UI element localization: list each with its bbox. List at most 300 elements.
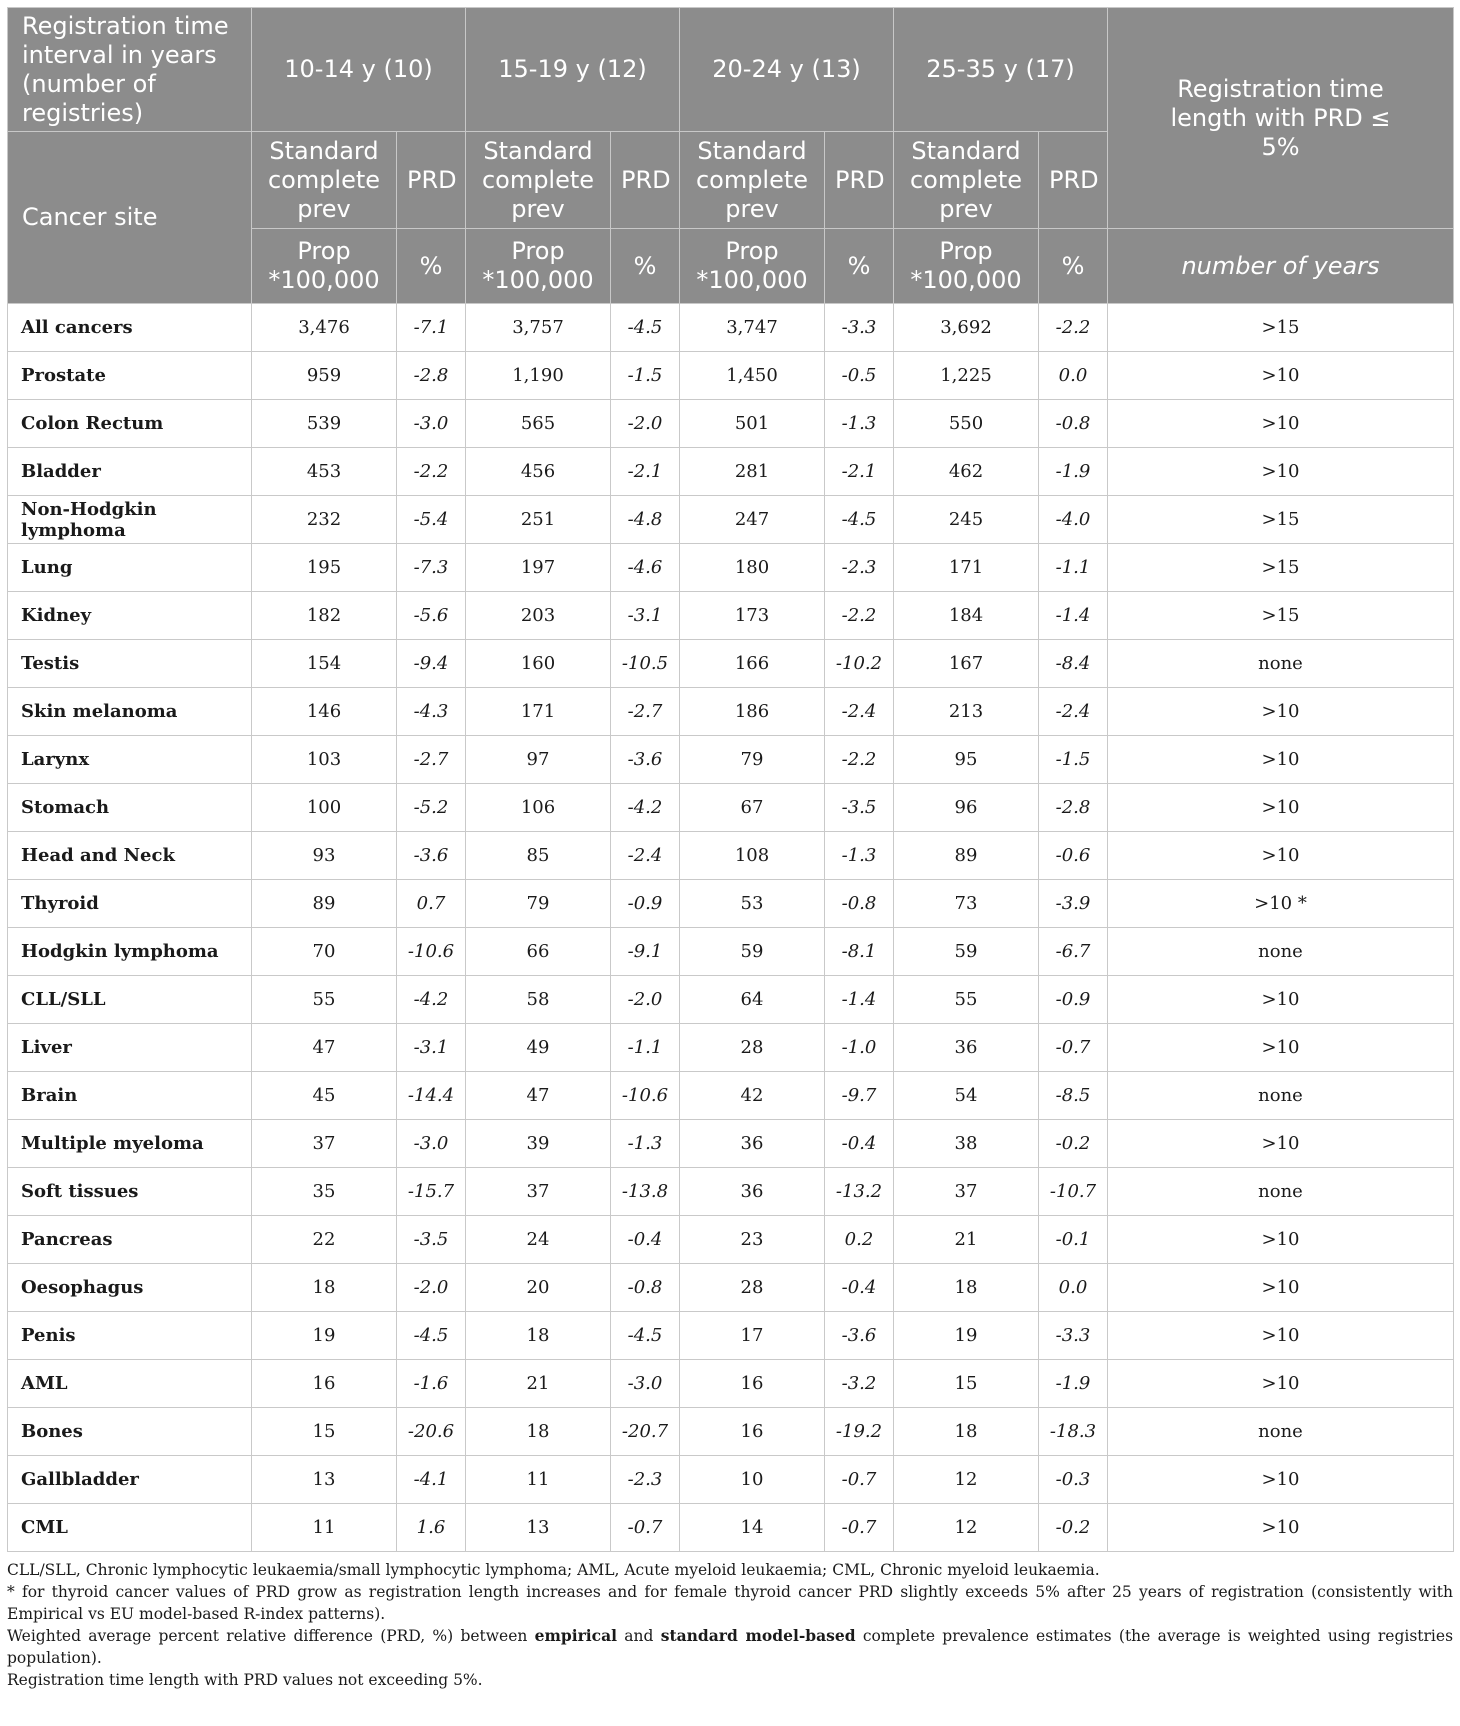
table-row [8, 688, 1454, 736]
prd-cell: -3.3 [1039, 1312, 1108, 1360]
prevalence-cell: 565 [466, 400, 611, 448]
prevalence-cell: 462 [894, 448, 1039, 496]
prevalence-cell: 203 [466, 592, 611, 640]
prd-cell: -3.6 [611, 736, 680, 784]
prd-cell: -1.1 [1039, 544, 1108, 592]
table-row [8, 352, 1454, 400]
prevalence-cell: 16 [680, 1360, 825, 1408]
prd-cell: -4.3 [397, 688, 466, 736]
prd-cell: -3.1 [611, 592, 680, 640]
years-cell: >10 [1108, 736, 1454, 784]
prd-cell: -1.3 [611, 1120, 680, 1168]
prevalence-cell: 16 [252, 1360, 397, 1408]
prd-cell: -2.1 [611, 448, 680, 496]
prd-cell: -5.6 [397, 592, 466, 640]
prd-cell: -2.4 [825, 688, 894, 736]
prd-cell: -2.3 [611, 1456, 680, 1504]
sub-header-prd: PRD [1039, 132, 1108, 229]
unit-prop: Prop *100,000 [252, 229, 397, 304]
prevalence-cell: 108 [680, 832, 825, 880]
prevalence-cell: 66 [466, 928, 611, 976]
prevalence-cell: 3,747 [680, 304, 825, 352]
prevalence-cell: 37 [894, 1168, 1039, 1216]
sub-header-standard: Standard complete prev [466, 132, 611, 229]
prevalence-cell: 73 [894, 880, 1039, 928]
prevalence-cell: 96 [894, 784, 1039, 832]
registration-length-note: Registration time length with PRD values not exceeding 5%. [7, 1671, 483, 1689]
prevalence-cell: 18 [466, 1408, 611, 1456]
prd-cell: -4.6 [611, 544, 680, 592]
cancer-site-cell: Thyroid [8, 880, 252, 928]
cancer-site-cell: Hodgkin lymphoma [8, 928, 252, 976]
prd-cell: 0.0 [1039, 1264, 1108, 1312]
prevalence-cell: 47 [252, 1024, 397, 1072]
prevalence-cell: 59 [680, 928, 825, 976]
table-row [8, 928, 1454, 976]
years-cell: >10 [1108, 1120, 1454, 1168]
prd-cell: -1.3 [825, 400, 894, 448]
table-row [8, 1072, 1454, 1120]
prd-cell: -10.2 [825, 640, 894, 688]
prevalence-cell: 167 [894, 640, 1039, 688]
prevalence-cell: 15 [894, 1360, 1039, 1408]
prevalence-cell: 28 [680, 1024, 825, 1072]
prevalence-cell: 3,476 [252, 304, 397, 352]
table-row [8, 640, 1454, 688]
cancer-site-cell: Liver [8, 1024, 252, 1072]
prevalence-cell: 160 [466, 640, 611, 688]
sub-header-standard: Standard complete prev [894, 132, 1039, 229]
prevalence-cell: 232 [252, 496, 397, 544]
prd-cell: -0.1 [1039, 1216, 1108, 1264]
prd-cell: -5.2 [397, 784, 466, 832]
prd-cell: -3.5 [825, 784, 894, 832]
prd-cell: -0.4 [825, 1120, 894, 1168]
prd-cell: -7.1 [397, 304, 466, 352]
prevalence-cell: 28 [680, 1264, 825, 1312]
cancer-site-header: Cancer site [8, 132, 252, 304]
prd-cell: -9.4 [397, 640, 466, 688]
prd-cell: -0.6 [1039, 832, 1108, 880]
years-cell: >10 [1108, 784, 1454, 832]
prd-cell: -1.0 [825, 1024, 894, 1072]
group-header-20-24: 20-24 y (13) [680, 8, 894, 132]
group-header-15-19: 15-19 y (12) [466, 8, 680, 132]
prd-cell: -2.2 [825, 592, 894, 640]
thyroid-note: * for thyroid cancer values of PRD grow as registration length increases and for female thyroid cancer PRD slightly exceeds 5% after 25 years of registration (consistently with Empirical vs EU model-based R-index patterns). [7, 1583, 1453, 1623]
prevalence-cell: 53 [680, 880, 825, 928]
table-row [8, 1264, 1454, 1312]
prd-cell: -2.1 [825, 448, 894, 496]
prevalence-cell: 36 [680, 1168, 825, 1216]
prevalence-cell: 1,190 [466, 352, 611, 400]
years-cell: >10 [1108, 1264, 1454, 1312]
table-row [8, 976, 1454, 1024]
prd-cell: -1.3 [825, 832, 894, 880]
weighted-average-note: Weighted average percent relative difference (PRD, %) between empirical and standard model-based complete prevalence estimates (the average is weighted using registries population). [7, 1626, 1454, 1667]
prevalence-cell: 19 [252, 1312, 397, 1360]
table-row [8, 544, 1454, 592]
prevalence-cell: 12 [894, 1504, 1039, 1552]
prd-cell: -0.8 [611, 1264, 680, 1312]
prd-cell: -3.3 [825, 304, 894, 352]
prd-cell: -1.1 [611, 1024, 680, 1072]
years-cell: none [1108, 928, 1454, 976]
unit-years: number of years [1108, 229, 1454, 304]
table-row [8, 304, 1454, 352]
prd-cell: -3.5 [397, 1216, 466, 1264]
prd-cell: 0.2 [825, 1216, 894, 1264]
prd-cell: -1.6 [397, 1360, 466, 1408]
prevalence-cell: 24 [466, 1216, 611, 1264]
prd-cell: -0.7 [825, 1456, 894, 1504]
prd-cell: -4.0 [1039, 496, 1108, 544]
prd-cell: -2.8 [397, 352, 466, 400]
years-cell: >10 [1108, 832, 1454, 880]
prd-cell: -0.4 [611, 1216, 680, 1264]
unit-pct: % [397, 229, 466, 304]
prevalence-cell: 245 [894, 496, 1039, 544]
prevalence-cell: 39 [466, 1120, 611, 1168]
sub-header-standard: Standard complete prev [252, 132, 397, 229]
cancer-site-cell: Brain [8, 1072, 252, 1120]
prevalence-cell: 22 [252, 1216, 397, 1264]
prevalence-cell: 19 [894, 1312, 1039, 1360]
prd-cell: -0.2 [1039, 1504, 1108, 1552]
prd-cell: -2.0 [611, 976, 680, 1024]
prd-cell: -2.2 [397, 448, 466, 496]
prevalence-cell: 186 [680, 688, 825, 736]
table-row [8, 1456, 1454, 1504]
prd-cell: -0.3 [1039, 1456, 1108, 1504]
years-cell: >10 * [1108, 880, 1454, 928]
years-cell: none [1108, 1168, 1454, 1216]
prevalence-cell: 173 [680, 592, 825, 640]
years-cell: >15 [1108, 496, 1454, 544]
table-row [8, 1120, 1454, 1168]
years-cell: none [1108, 1072, 1454, 1120]
table-row [8, 1504, 1454, 1552]
cancer-site-cell: Bones [8, 1408, 252, 1456]
prd-cell: -0.5 [825, 352, 894, 400]
prd-cell: -0.8 [1039, 400, 1108, 448]
years-cell: >10 [1108, 976, 1454, 1024]
table-row [8, 592, 1454, 640]
prd-cell: -20.7 [611, 1408, 680, 1456]
prd-cell: -7.3 [397, 544, 466, 592]
prevalence-cell: 42 [680, 1072, 825, 1120]
prevalence-cell: 182 [252, 592, 397, 640]
prevalence-cell: 10 [680, 1456, 825, 1504]
prevalence-cell: 195 [252, 544, 397, 592]
prd-cell: -1.5 [611, 352, 680, 400]
prd-cell: -0.9 [1039, 976, 1108, 1024]
cancer-site-cell: Kidney [8, 592, 252, 640]
prd-cell: 0.0 [1039, 352, 1108, 400]
prevalence-cell: 21 [894, 1216, 1039, 1264]
unit-prop: Prop *100,000 [894, 229, 1039, 304]
prevalence-cell: 171 [466, 688, 611, 736]
prd-cell: -2.8 [1039, 784, 1108, 832]
prevalence-cell: 197 [466, 544, 611, 592]
prevalence-cell: 13 [252, 1456, 397, 1504]
years-cell: none [1108, 640, 1454, 688]
years-cell: >15 [1108, 304, 1454, 352]
prevalence-cell: 3,757 [466, 304, 611, 352]
prevalence-cell: 23 [680, 1216, 825, 1264]
table-row [8, 832, 1454, 880]
prevalence-cell: 106 [466, 784, 611, 832]
cancer-site-cell: Non-Hodgkin lymphoma [8, 496, 252, 544]
years-cell: >15 [1108, 592, 1454, 640]
cancer-site-cell: Testis [8, 640, 252, 688]
prd-cell: -2.7 [397, 736, 466, 784]
prd-cell: -1.9 [1039, 448, 1108, 496]
prd-cell: -2.2 [825, 736, 894, 784]
prd-cell: -5.4 [397, 496, 466, 544]
prd-cell: -13.2 [825, 1168, 894, 1216]
prevalence-cell: 14 [680, 1504, 825, 1552]
prevalence-cell: 38 [894, 1120, 1039, 1168]
table-row [8, 784, 1454, 832]
years-cell: >10 [1108, 400, 1454, 448]
prd-cell: -4.5 [611, 1312, 680, 1360]
prd-cell: -2.2 [1039, 304, 1108, 352]
prevalence-cell: 18 [894, 1408, 1039, 1456]
prevalence-cell: 89 [894, 832, 1039, 880]
prd-cell: -1.5 [1039, 736, 1108, 784]
prevalence-cell: 17 [680, 1312, 825, 1360]
years-cell: none [1108, 1408, 1454, 1456]
years-cell: >10 [1108, 1216, 1454, 1264]
prevalence-cell: 36 [894, 1024, 1039, 1072]
sub-header-prd: PRD [397, 132, 466, 229]
prevalence-cell: 64 [680, 976, 825, 1024]
years-cell: >10 [1108, 1504, 1454, 1552]
prd-cell: -2.4 [611, 832, 680, 880]
sub-header-prd: PRD [825, 132, 894, 229]
cancer-site-cell: Multiple myeloma [8, 1120, 252, 1168]
prd-cell: -4.1 [397, 1456, 466, 1504]
prd-cell: -2.0 [397, 1264, 466, 1312]
prd-cell: -10.5 [611, 640, 680, 688]
years-cell: >10 [1108, 688, 1454, 736]
prd-cell: -4.2 [397, 976, 466, 1024]
prd-cell: -6.7 [1039, 928, 1108, 976]
prevalence-cell: 501 [680, 400, 825, 448]
prd-cell: -0.4 [825, 1264, 894, 1312]
prevalence-cell: 251 [466, 496, 611, 544]
prd-cell: -19.2 [825, 1408, 894, 1456]
years-cell: >10 [1108, 1360, 1454, 1408]
prevalence-cell: 213 [894, 688, 1039, 736]
cancer-site-cell: Skin melanoma [8, 688, 252, 736]
prevalence-cell: 18 [894, 1264, 1039, 1312]
prevalence-cell: 18 [466, 1312, 611, 1360]
prd-cell: -3.6 [397, 832, 466, 880]
cancer-site-cell: Lung [8, 544, 252, 592]
prevalence-cell: 180 [680, 544, 825, 592]
prevalence-cell: 184 [894, 592, 1039, 640]
prevalence-cell: 79 [680, 736, 825, 784]
prevalence-cell: 959 [252, 352, 397, 400]
prevalence-cell: 95 [894, 736, 1039, 784]
prd-cell: -3.6 [825, 1312, 894, 1360]
prevalence-cell: 16 [680, 1408, 825, 1456]
table-row [8, 1360, 1454, 1408]
prevalence-cell: 36 [680, 1120, 825, 1168]
prd-cell: -4.8 [611, 496, 680, 544]
prd-cell: -2.4 [1039, 688, 1108, 736]
prevalence-cell: 171 [894, 544, 1039, 592]
unit-prop: Prop *100,000 [466, 229, 611, 304]
prd-cell: -4.5 [611, 304, 680, 352]
sub-header-prd: PRD [611, 132, 680, 229]
prevalence-cell: 166 [680, 640, 825, 688]
prd-cell: -3.0 [397, 1120, 466, 1168]
prd-cell: -10.7 [1039, 1168, 1108, 1216]
prd-cell: -1.4 [1039, 592, 1108, 640]
prevalence-cell: 103 [252, 736, 397, 784]
prevalence-cell: 89 [252, 880, 397, 928]
prd-cell: -8.5 [1039, 1072, 1108, 1120]
prevalence-cell: 49 [466, 1024, 611, 1072]
prevalence-cell: 93 [252, 832, 397, 880]
table-container [7, 7, 1453, 1691]
cancer-site-cell: Head and Neck [8, 832, 252, 880]
prevalence-cell: 20 [466, 1264, 611, 1312]
cancer-site-cell: Prostate [8, 352, 252, 400]
prevalence-cell: 37 [252, 1120, 397, 1168]
table-row [8, 736, 1454, 784]
prd-cell: -4.2 [611, 784, 680, 832]
prd-cell: -4.5 [825, 496, 894, 544]
prevalence-cell: 79 [466, 880, 611, 928]
prd-cell: -3.1 [397, 1024, 466, 1072]
prd-cell: -0.7 [825, 1504, 894, 1552]
abbreviations-note: CLL/SLL, Chronic lymphocytic leukaemia/small lymphocytic lymphoma; AML, Acute myeloid leukaemia; CML, Chronic myeloid leukaemia. [7, 1561, 1100, 1579]
prevalence-cell: 12 [894, 1456, 1039, 1504]
cancer-site-cell: Pancreas [8, 1216, 252, 1264]
table-row [8, 496, 1454, 544]
years-cell: >10 [1108, 352, 1454, 400]
prevalence-cell: 11 [252, 1504, 397, 1552]
prd-cell: -18.3 [1039, 1408, 1108, 1456]
cancer-site-cell: All cancers [8, 304, 252, 352]
prd-cell: -3.0 [611, 1360, 680, 1408]
prd-cell: 1.6 [397, 1504, 466, 1552]
cancer-site-cell: Gallbladder [8, 1456, 252, 1504]
prevalence-cell: 154 [252, 640, 397, 688]
years-cell: >10 [1108, 1312, 1454, 1360]
prevalence-cell: 59 [894, 928, 1039, 976]
prd-cell: 0.7 [397, 880, 466, 928]
prevalence-cell: 54 [894, 1072, 1039, 1120]
prevalence-cell: 18 [252, 1264, 397, 1312]
group-header-10-14: 10-14 y (10) [252, 8, 466, 132]
unit-pct: % [611, 229, 680, 304]
table-row [8, 400, 1454, 448]
prd-cell: -3.2 [825, 1360, 894, 1408]
prevalence-cell: 453 [252, 448, 397, 496]
prd-cell: -0.2 [1039, 1120, 1108, 1168]
prevalence-cell: 85 [466, 832, 611, 880]
prd-cell: -9.7 [825, 1072, 894, 1120]
prevalence-cell: 11 [466, 1456, 611, 1504]
prd-cell: -10.6 [397, 928, 466, 976]
prevalence-cell: 70 [252, 928, 397, 976]
prd-cell: -4.5 [397, 1312, 466, 1360]
cancer-site-cell: CLL/SLL [8, 976, 252, 1024]
table-row [8, 448, 1454, 496]
unit-prop: Prop *100,000 [680, 229, 825, 304]
prevalence-cell: 55 [894, 976, 1039, 1024]
prevalence-cell: 58 [466, 976, 611, 1024]
prd-cell: -8.4 [1039, 640, 1108, 688]
prevalence-cell: 550 [894, 400, 1039, 448]
cancer-site-cell: Stomach [8, 784, 252, 832]
table-row [8, 1312, 1454, 1360]
years-cell: >10 [1108, 448, 1454, 496]
table-body [8, 304, 1454, 1552]
prevalence-cell: 15 [252, 1408, 397, 1456]
interval-header: Registration time interval in years (number of registries) [8, 8, 252, 132]
years-cell: >10 [1108, 1024, 1454, 1072]
cancer-site-cell: Penis [8, 1312, 252, 1360]
prd-cell: -20.6 [397, 1408, 466, 1456]
prevalence-cell: 3,692 [894, 304, 1039, 352]
cancer-site-cell: Soft tissues [8, 1168, 252, 1216]
cancer-site-cell: Oesophagus [8, 1264, 252, 1312]
cancer-site-cell: Bladder [8, 448, 252, 496]
prd-cell: -14.4 [397, 1072, 466, 1120]
cancer-site-cell: CML [8, 1504, 252, 1552]
prd-cell: -1.4 [825, 976, 894, 1024]
registration-length-header: Registration time length with PRD ≤ 5% [1108, 8, 1454, 229]
prd-cell: -13.8 [611, 1168, 680, 1216]
prd-cell: -3.0 [397, 400, 466, 448]
prd-cell: -9.1 [611, 928, 680, 976]
cancer-site-cell: Colon Rectum [8, 400, 252, 448]
prevalence-cell: 67 [680, 784, 825, 832]
prevalence-cell: 21 [466, 1360, 611, 1408]
years-cell: >10 [1108, 1456, 1454, 1504]
prd-cell: -0.7 [1039, 1024, 1108, 1072]
prevalence-cell: 146 [252, 688, 397, 736]
table-row [8, 1216, 1454, 1264]
prevalence-cell: 47 [466, 1072, 611, 1120]
prevalence-table [7, 7, 1454, 1552]
prd-cell: -15.7 [397, 1168, 466, 1216]
prevalence-cell: 539 [252, 400, 397, 448]
prevalence-cell: 37 [466, 1168, 611, 1216]
prd-cell: -0.7 [611, 1504, 680, 1552]
prevalence-cell: 1,225 [894, 352, 1039, 400]
table-row [8, 1168, 1454, 1216]
prevalence-cell: 45 [252, 1072, 397, 1120]
sub-header-standard: Standard complete prev [680, 132, 825, 229]
prd-cell: -2.3 [825, 544, 894, 592]
cancer-site-cell: AML [8, 1360, 252, 1408]
prd-cell: -0.9 [611, 880, 680, 928]
prd-cell: -1.9 [1039, 1360, 1108, 1408]
unit-pct: % [1039, 229, 1108, 304]
table-row [8, 1408, 1454, 1456]
prevalence-cell: 35 [252, 1168, 397, 1216]
prevalence-cell: 13 [466, 1504, 611, 1552]
prevalence-cell: 247 [680, 496, 825, 544]
prevalence-cell: 100 [252, 784, 397, 832]
